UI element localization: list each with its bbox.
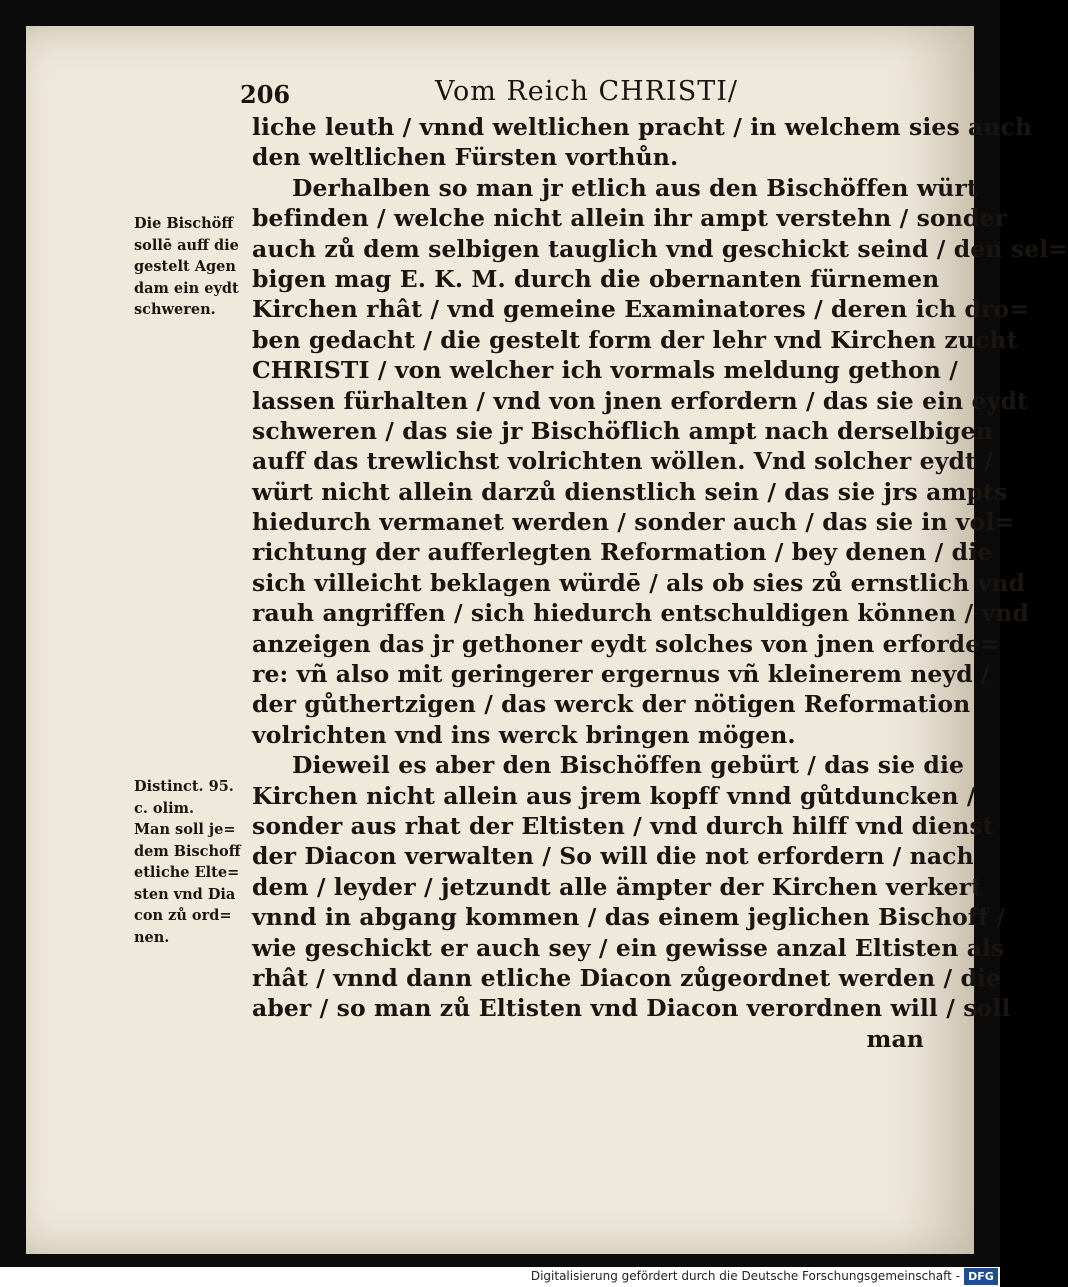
margin-note-line: etliche Elte= [134, 864, 240, 881]
margin-note-line: con zů ord= [134, 907, 232, 924]
footer-bar [0, 1267, 1000, 1287]
dfg-logo: DFG [964, 1268, 998, 1285]
text-line: anzeigen das jr gethoner eydt solches von jnen erforde= [252, 629, 1001, 658]
text-line: sich villeicht beklagen würdē / als ob sies zů ernstlich vnd [252, 568, 1026, 597]
text-line: den weltlichen Fürsten vorthůn. [252, 143, 679, 172]
margin-note-line: dem Bischoff [134, 842, 241, 860]
text-line: vnnd in abgang kommen / das einem jeglichen Bischoff / [252, 903, 1006, 932]
text-line: befinden / welche nicht allein ihr ampt verstehn / sonder [252, 204, 1007, 233]
margin-note-line: dam ein eydt [134, 279, 239, 297]
text-line: Kirchen rhât / vnd gemeine Examinatores / deren ich dro= [252, 295, 1030, 324]
text-line: sonder aus rhat der Eltisten / vnd durch hilff vnd dienst [252, 811, 994, 840]
margin-note-line: gestelt Agen [134, 258, 236, 275]
margin-note-line: Die Bischöff [134, 215, 234, 232]
text-line: der Diacon verwalten / So will die not erfordern / nach [252, 842, 974, 871]
text-line: der gůthertzigen / das werck der nötigen Reformation [252, 690, 971, 719]
text-line: re: vñ also mit geringerer ergernus vñ kleinerem neyd / [252, 660, 990, 689]
text-line: richtung der aufferlegten Reformation / bey denen / die [252, 538, 993, 567]
margin-note-line: nen. [134, 928, 170, 946]
page-number: 206 [240, 80, 291, 109]
text-line: Derhalben so man jr etlich aus den Bischöffen würt [292, 173, 978, 202]
margin-note-line: schweren. [134, 301, 216, 318]
text-line: aber / so man zů Eltisten vnd Diacon verordnen will / soll [252, 994, 1011, 1023]
margin-note-elders-deacons [134, 776, 254, 948]
catchword: man [866, 1024, 924, 1053]
text-line: Kirchen nicht allein aus jrem kopff vnnd gůtduncken / [252, 781, 976, 810]
text-line: rhât / vnnd dann etliche Diacon zůgeordnet werden / die [252, 963, 1002, 992]
text-line: CHRISTI / von welcher ich vormals meldung gethon / [252, 356, 958, 385]
text-line: liche leuth / vnnd weltlichen pracht / in welchem sies auch [252, 113, 1033, 141]
text-line: auch zů dem selbigen tauglich vnd geschickt seind / den sel= [252, 234, 1068, 263]
text-line: ben gedacht / die gestelt form der lehr vnd Kirchen zucht [252, 325, 1018, 354]
margin-note-bishops-oath [134, 213, 254, 321]
margin-note-line: Man soll je= [134, 821, 236, 838]
text-line: bigen mag E. K. M. durch die obernanten fürnemen [252, 264, 940, 293]
text-line: hiedurch vermanet werden / sonder auch / das sie in vol= [252, 508, 1015, 537]
text-line: wie geschickt er auch sey / ein gewisse anzal Eltisten als [252, 933, 1005, 962]
margin-note-line: sollē auff die [134, 236, 239, 254]
text-line: lassen fürhalten / vnd von jnen erfordern / das sie ein eydt [252, 386, 1028, 415]
text-line: Dieweil es aber den Bischöffen gebürt / das sie die [292, 751, 965, 780]
running-head: Vom Reich CHRISTI/ [435, 76, 738, 107]
margin-note-line: Distinct. 95. [134, 778, 234, 795]
main-text-block [252, 112, 1068, 1054]
funding-note: Digitalisierung gefördert durch die Deutsche Forschungsgemeinschaft - [530, 1269, 960, 1283]
text-line: auff das trewlichst volrichten wöllen. Vnd solcher eydt / [252, 447, 993, 476]
text-line: dem / leyder / jetzundt alle ämpter der Kirchen verkert [252, 872, 983, 901]
margin-note-line: sten vnd Dia [134, 885, 236, 903]
text-line: rauh angriffen / sich hiedurch entschuldigen können / vnd [252, 599, 1029, 628]
margin-note-line: c. olim. [134, 799, 195, 817]
page-header [240, 76, 940, 116]
text-line: schweren / das sie jr Bischöflich ampt nach derselbigen [252, 416, 993, 445]
text-line: würt nicht allein darzů dienstlich sein / das sie jrs ampts [252, 477, 1008, 506]
text-line: volrichten vnd ins werck bringen mögen. [252, 720, 796, 749]
